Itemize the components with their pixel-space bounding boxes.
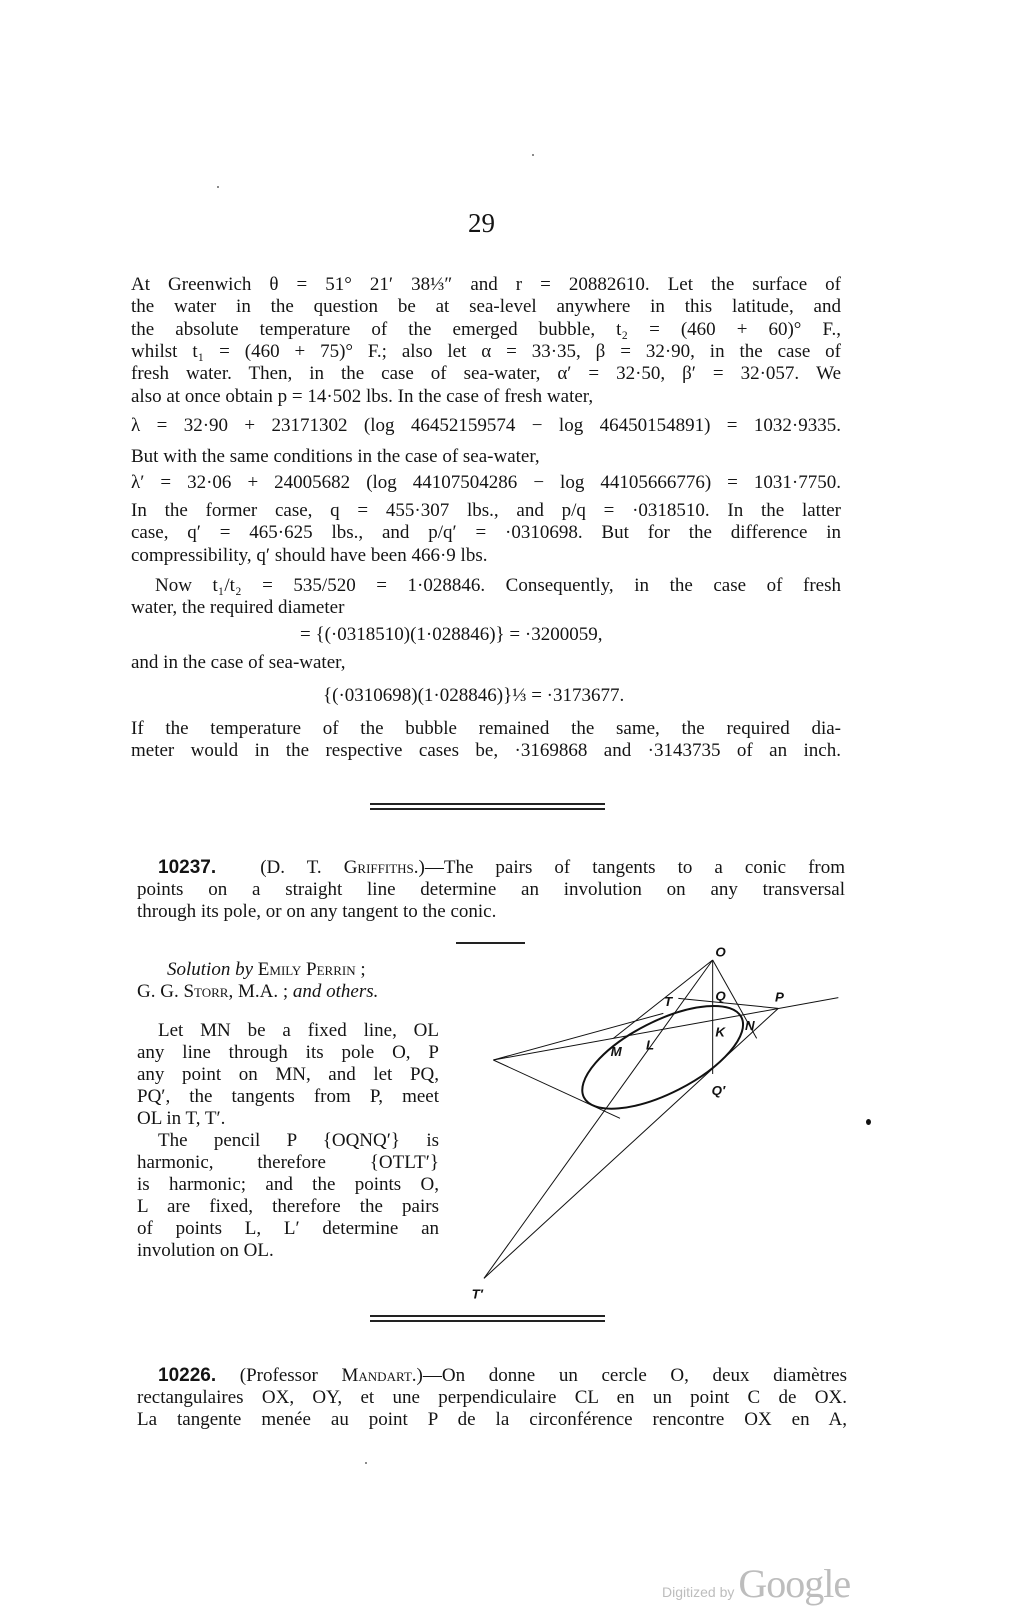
label-n: N	[745, 1018, 755, 1033]
para1-line: the water in the question be at sea-level anywhere in this latitude, and	[131, 296, 841, 318]
solution-line: any line through its pole O, P	[137, 1042, 439, 1063]
para5-line: and in the case of sea-water,	[131, 652, 346, 673]
text-segment: Mandart	[341, 1365, 412, 1386]
para1-line: whilst t₁ = (460 + 75)° F.; also let α = 33·35, β = 32·90, in the case of	[131, 340, 841, 362]
para3-line: case, q′ = 465·625 lbs., and p/q′ = ·0310698. But for the difference in	[131, 522, 841, 544]
para1-line: the absolute temperature of the emerged bubble, t₂ = (460 + 60)° F.,	[131, 318, 841, 340]
text-segment: Griffiths	[343, 857, 414, 878]
text-segment: .)—The pairs of tangents to a conic from	[413, 857, 846, 878]
para2-line: But with the same conditions in the case of sea-water,	[131, 446, 540, 467]
para6-line: meter would in the respective cases be, ·3169868 and ·3143735 of an inch.	[131, 740, 841, 762]
text-segment: ;	[355, 959, 366, 980]
text-segment: and others.	[292, 981, 379, 1002]
para1-line: fresh water. Then, in the case of sea-water, α′ = 32·50, β′ = 32·057. We	[131, 363, 841, 385]
q10226-line	[158, 1365, 847, 1387]
label-t-prime: T′	[471, 1286, 484, 1300]
line-ol	[484, 960, 713, 1278]
text-segment: (Professor	[216, 1365, 342, 1386]
text-segment: .)—On donne un cercle O, deux diamètres	[411, 1365, 847, 1386]
solution-line: PQ′, the tangents from P, meet	[137, 1086, 439, 1107]
text-segment: Solution by	[167, 959, 254, 980]
scan-speck	[532, 154, 534, 156]
para1-line: also at once obtain p = 14·502 lbs. In the case of fresh water,	[131, 385, 594, 407]
eq1-line: λ = 32·90 + 23171302 (log 46452159574 − log 46450154891) = 1032·9335.	[131, 415, 841, 436]
scan-speck	[866, 1119, 871, 1125]
page-number: 29	[468, 208, 495, 238]
eq4-line: {(·0310698)(1·028846)}⅓ = ·3173677.	[323, 685, 625, 706]
q10237-line: through its pole, or on any tangent to the conic.	[137, 901, 497, 923]
section-divider	[370, 803, 605, 810]
solution-line: L are fixed, therefore the pairs	[137, 1196, 439, 1217]
google-logo-text: Google	[738, 1561, 851, 1606]
solution-by-line	[167, 959, 439, 981]
text-segment: , M.A. ;	[228, 981, 293, 1002]
para1-line: At Greenwich θ = 51° 21′ 38⅓″ and r = 20882610. Let the surface of	[131, 274, 841, 295]
conic-tangents-diagram	[440, 900, 840, 1300]
para3-line: compressibility, q′ should have been 466·9 lbs.	[131, 544, 488, 566]
para3-line: In the former case, q = 455·307 lbs., and p/q = ·0318510. In the latter	[131, 500, 841, 521]
para4-line: water, the required diameter	[131, 597, 345, 619]
q10237-line: points on a straight line determine an involution on any transversal	[137, 879, 845, 901]
text-segment: 10237.	[158, 857, 217, 878]
eq3-line: = {(·0318510)(1·028846)} = ·3200059,	[300, 624, 603, 645]
label-q: Q	[715, 988, 726, 1004]
text-segment: 10226.	[158, 1365, 217, 1386]
line-upper	[493, 1013, 663, 1060]
solution-line: of points L, L′ determine an	[137, 1218, 439, 1239]
scan-speck	[217, 186, 219, 188]
label-t: T	[664, 994, 673, 1009]
digitized-by-google-watermark	[662, 1560, 850, 1607]
line-lower	[493, 1060, 620, 1118]
q10226-line: La tangente menée au point P de la circonférence rencontre OX en A,	[137, 1409, 847, 1431]
text-segment: Emily Perrin	[257, 959, 356, 980]
q10226-line: rectangulaires OX, OY, et une perpendiculaire CL en un point C de OX.	[137, 1387, 847, 1409]
q10237-line	[158, 857, 845, 879]
para4-line: Now t₁/t₂ = 535/520 = 1·028846. Consequently, in the case of fresh	[155, 575, 841, 596]
label-o: O	[715, 944, 726, 960]
solution-line: is harmonic; and the points O,	[137, 1174, 439, 1195]
solution-by-line	[137, 981, 439, 1003]
solution-line: OL in T, T′.	[137, 1108, 226, 1129]
text-segment: Storr	[183, 981, 229, 1002]
para6-line: If the temperature of the bubble remained the same, the required dia-	[131, 718, 841, 739]
text-segment: (D. T.	[216, 857, 344, 878]
label-l: L	[646, 1037, 655, 1053]
text-segment: G. G.	[137, 981, 184, 1002]
solution-line: any point on MN, and let PQ,	[137, 1064, 439, 1085]
label-q-prime: Q′	[711, 1083, 726, 1098]
tangent-pq-prime	[484, 1008, 778, 1278]
digitized-by-text: Digitized by	[662, 1584, 735, 1600]
label-k: K	[715, 1024, 725, 1040]
solution-line: The pencil P {OQNQ′} is	[158, 1130, 439, 1151]
eq2-line: λ′ = 32·06 + 24005682 (log 44107504286 − log 44105666776) = 1031·7750.	[131, 472, 841, 493]
solution-line: involution on OL.	[137, 1240, 274, 1261]
solution-line: harmonic, therefore {OTLT′}	[137, 1152, 439, 1173]
scan-speck	[365, 1462, 367, 1464]
solution-line: Let MN be a fixed line, OL	[158, 1020, 439, 1041]
line-om	[613, 960, 712, 1038]
label-m: M	[610, 1044, 622, 1059]
section-divider	[370, 1315, 605, 1322]
label-p: P	[775, 989, 784, 1005]
conic	[568, 985, 758, 1129]
